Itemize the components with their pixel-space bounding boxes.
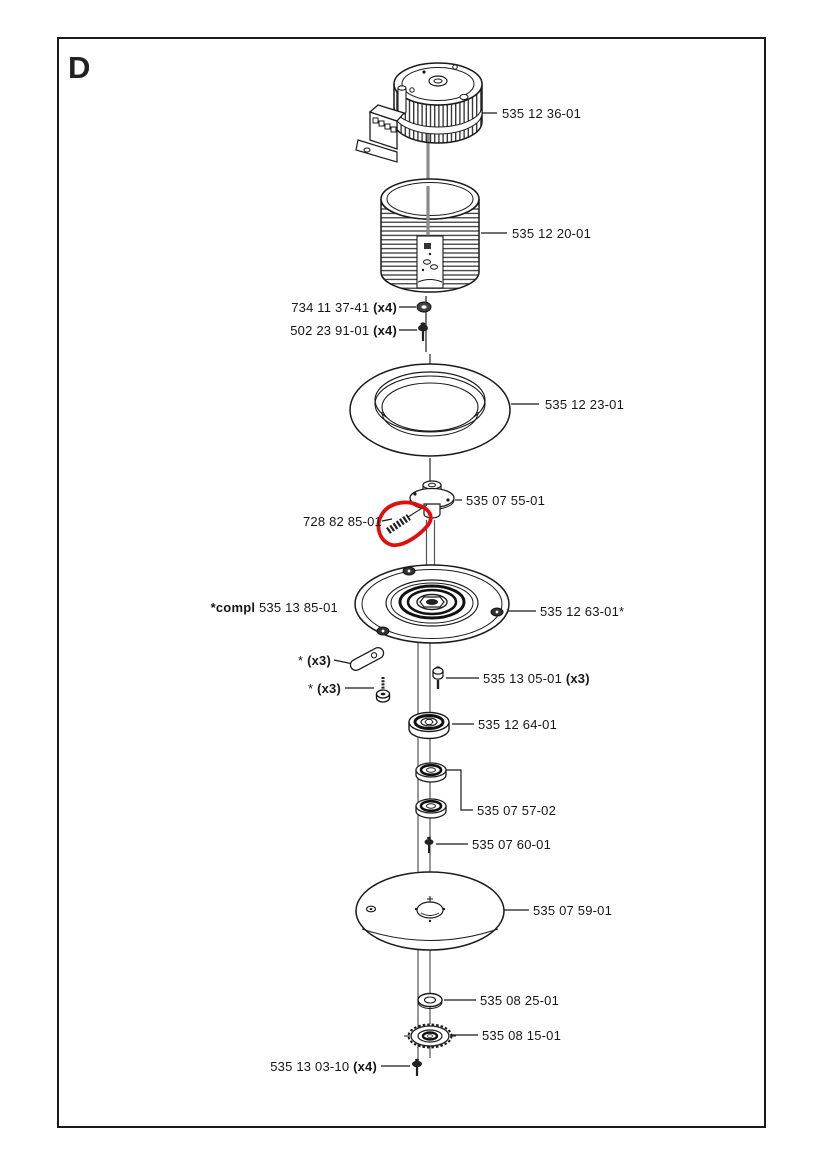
hub-15-drawing: [404, 1025, 456, 1048]
part-label: 535 12 64-01: [478, 717, 558, 732]
part-label: 535 12 20-01: [512, 226, 592, 241]
part-label: 535 07 59-01: [533, 903, 613, 918]
part-label: 535 12 63-01*: [540, 604, 625, 619]
motor-drawing: [356, 63, 482, 162]
bearing-64-drawing: [409, 713, 449, 739]
part-label: 535 13 05-01 (x3): [483, 671, 590, 686]
section-letter: D: [68, 50, 91, 85]
screw-60-drawing: [425, 837, 434, 853]
part-label: 535 08 15-01: [482, 1028, 562, 1043]
part-label: 535 07 60-01: [472, 837, 552, 852]
blade-drawing: [349, 646, 386, 673]
disc-drawing: [356, 872, 504, 950]
spring-728-drawing: [388, 505, 427, 531]
part-label: 535 12 23-01: [545, 397, 625, 412]
bearings-57-drawing: [416, 763, 446, 818]
part-label: 734 11 37-41 (x4): [291, 300, 397, 315]
part-label: 535 08 25-01: [480, 993, 560, 1008]
plate-assembly-drawing: [355, 565, 509, 643]
hub-55-drawing: [410, 481, 454, 518]
part-label: * (x3): [298, 653, 331, 668]
part-label: 502 23 91-01 (x4): [290, 323, 397, 338]
screw-1303-drawing: [412, 1059, 422, 1076]
part-label: 535 13 03-10 (x4): [270, 1059, 377, 1074]
screw-1305-drawing: [433, 666, 443, 689]
part-label: 535 07 57-02: [477, 803, 557, 818]
part-label: 535 07 55-01: [466, 493, 546, 508]
washer-734-drawing: [417, 302, 431, 312]
cylinder-drawing: [381, 179, 479, 292]
part-label: * (x3): [308, 681, 341, 696]
part-label: 728 82 85-01: [302, 514, 382, 529]
part-label: *compl 535 13 85-01: [210, 600, 338, 615]
ring-drawing: [350, 364, 510, 456]
part-label: 535 12 36-01: [502, 106, 582, 121]
screw-x3-drawing: [377, 677, 390, 702]
washer-25-drawing: [418, 994, 442, 1009]
